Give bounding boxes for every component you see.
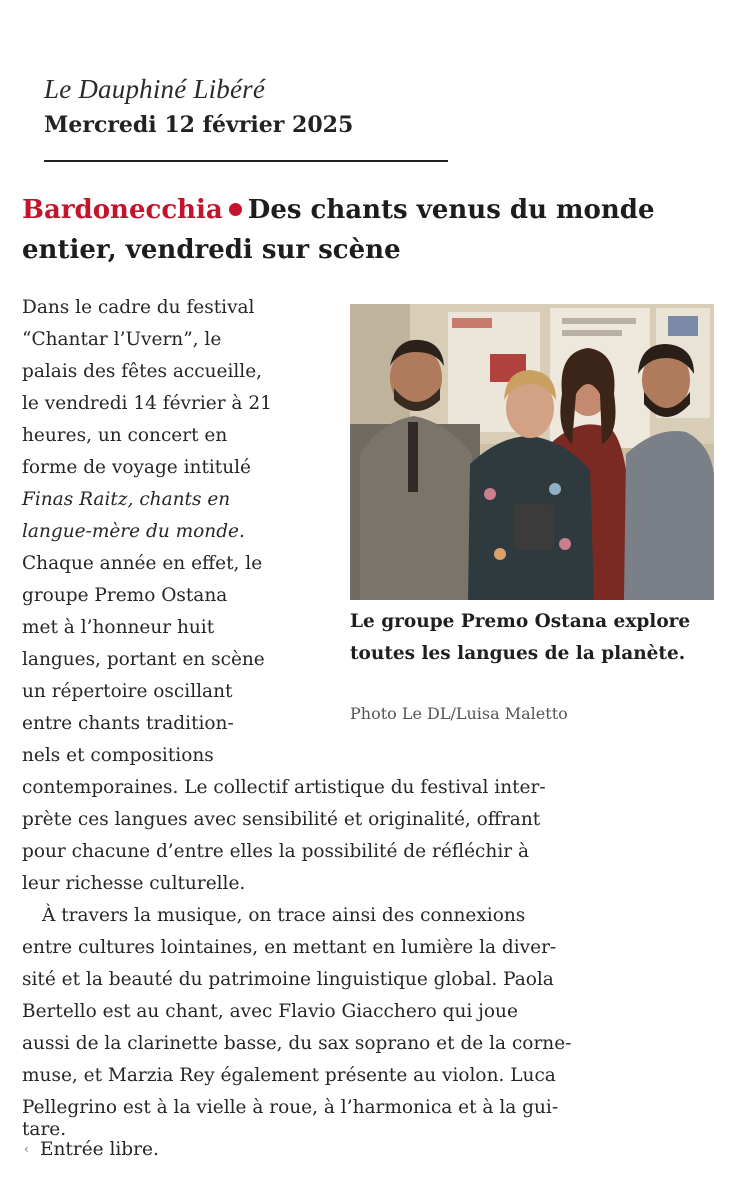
headline-kicker: Bardonecchia bbox=[22, 195, 223, 225]
body-line: contemporaines. Le collectif artistique du festival inter- bbox=[22, 777, 546, 798]
masthead-date: Mercredi 12 février 2025 bbox=[44, 112, 354, 138]
body-line: Entrée libre. bbox=[40, 1139, 159, 1160]
end-mark-icon: ‹ bbox=[24, 1142, 29, 1156]
body-line: leur richesse culturelle. bbox=[22, 873, 246, 894]
body-line: pour chacune d’entre elles la possibilité de réfléchir à bbox=[22, 841, 530, 862]
body-line: le vendredi 14 février à 21 bbox=[22, 393, 272, 414]
body-line: entre cultures lointaines, en mettant en lumière la diver- bbox=[22, 937, 557, 958]
headline-title-line2: entier, vendredi sur scène bbox=[22, 235, 401, 265]
body-line: À travers la musique, on trace ainsi des connexions bbox=[42, 905, 526, 926]
headline-title-line1: Des chants venus du monde bbox=[247, 195, 655, 225]
body-line: aussi de la clarinette basse, du sax soprano et de la corne- bbox=[22, 1033, 572, 1054]
body-line: heures, un concert en bbox=[22, 425, 228, 446]
headline bbox=[22, 190, 712, 270]
body-line: palais des fêtes accueille, bbox=[22, 361, 263, 382]
body-line: met à l’honneur huit bbox=[22, 617, 215, 638]
body-line: langues, portant en scène bbox=[22, 649, 265, 670]
headline-bullet bbox=[229, 203, 242, 216]
body-line: Pellegrino est à la vielle à roue, à l’harmonica et à la gui- bbox=[22, 1097, 559, 1118]
photo-caption: Le groupe Premo Ostana explore toutes les langues de la planète. bbox=[350, 611, 691, 664]
body-line: “Chantar l’Uvern”, le bbox=[22, 329, 222, 350]
body-line: sité et la beauté du patrimoine linguistique global. Paola bbox=[22, 969, 554, 990]
body-line: Bertello est au chant, avec Flavio Giacchero qui joue bbox=[22, 1001, 518, 1022]
body-line: forme de voyage intitulé bbox=[22, 457, 252, 478]
body-line: groupe Premo Ostana bbox=[22, 585, 228, 606]
body-line: Dans le cadre du festival bbox=[22, 297, 255, 318]
body-line: prète ces langues avec sensibilité et originalité, offrant bbox=[22, 809, 541, 830]
masthead-publication: Le Dauphiné Libéré bbox=[44, 74, 266, 104]
photo-credit: Photo Le DL/Luisa Maletto bbox=[350, 704, 568, 723]
group-photo bbox=[350, 304, 714, 600]
body-line: Finas Raitz, chants en bbox=[22, 489, 231, 510]
body-line: un répertoire oscillant bbox=[22, 681, 233, 702]
body-line: entre chants tradition- bbox=[22, 713, 234, 734]
body-line: langue-mère du monde. bbox=[22, 521, 245, 542]
body-line: tare. bbox=[22, 1119, 67, 1140]
body-line: nels et compositions bbox=[22, 745, 214, 766]
body-line: Chaque année en effet, le bbox=[22, 553, 263, 574]
masthead-rule bbox=[44, 160, 448, 162]
body-line: muse, et Marzia Rey également présente au violon. Luca bbox=[22, 1065, 556, 1086]
